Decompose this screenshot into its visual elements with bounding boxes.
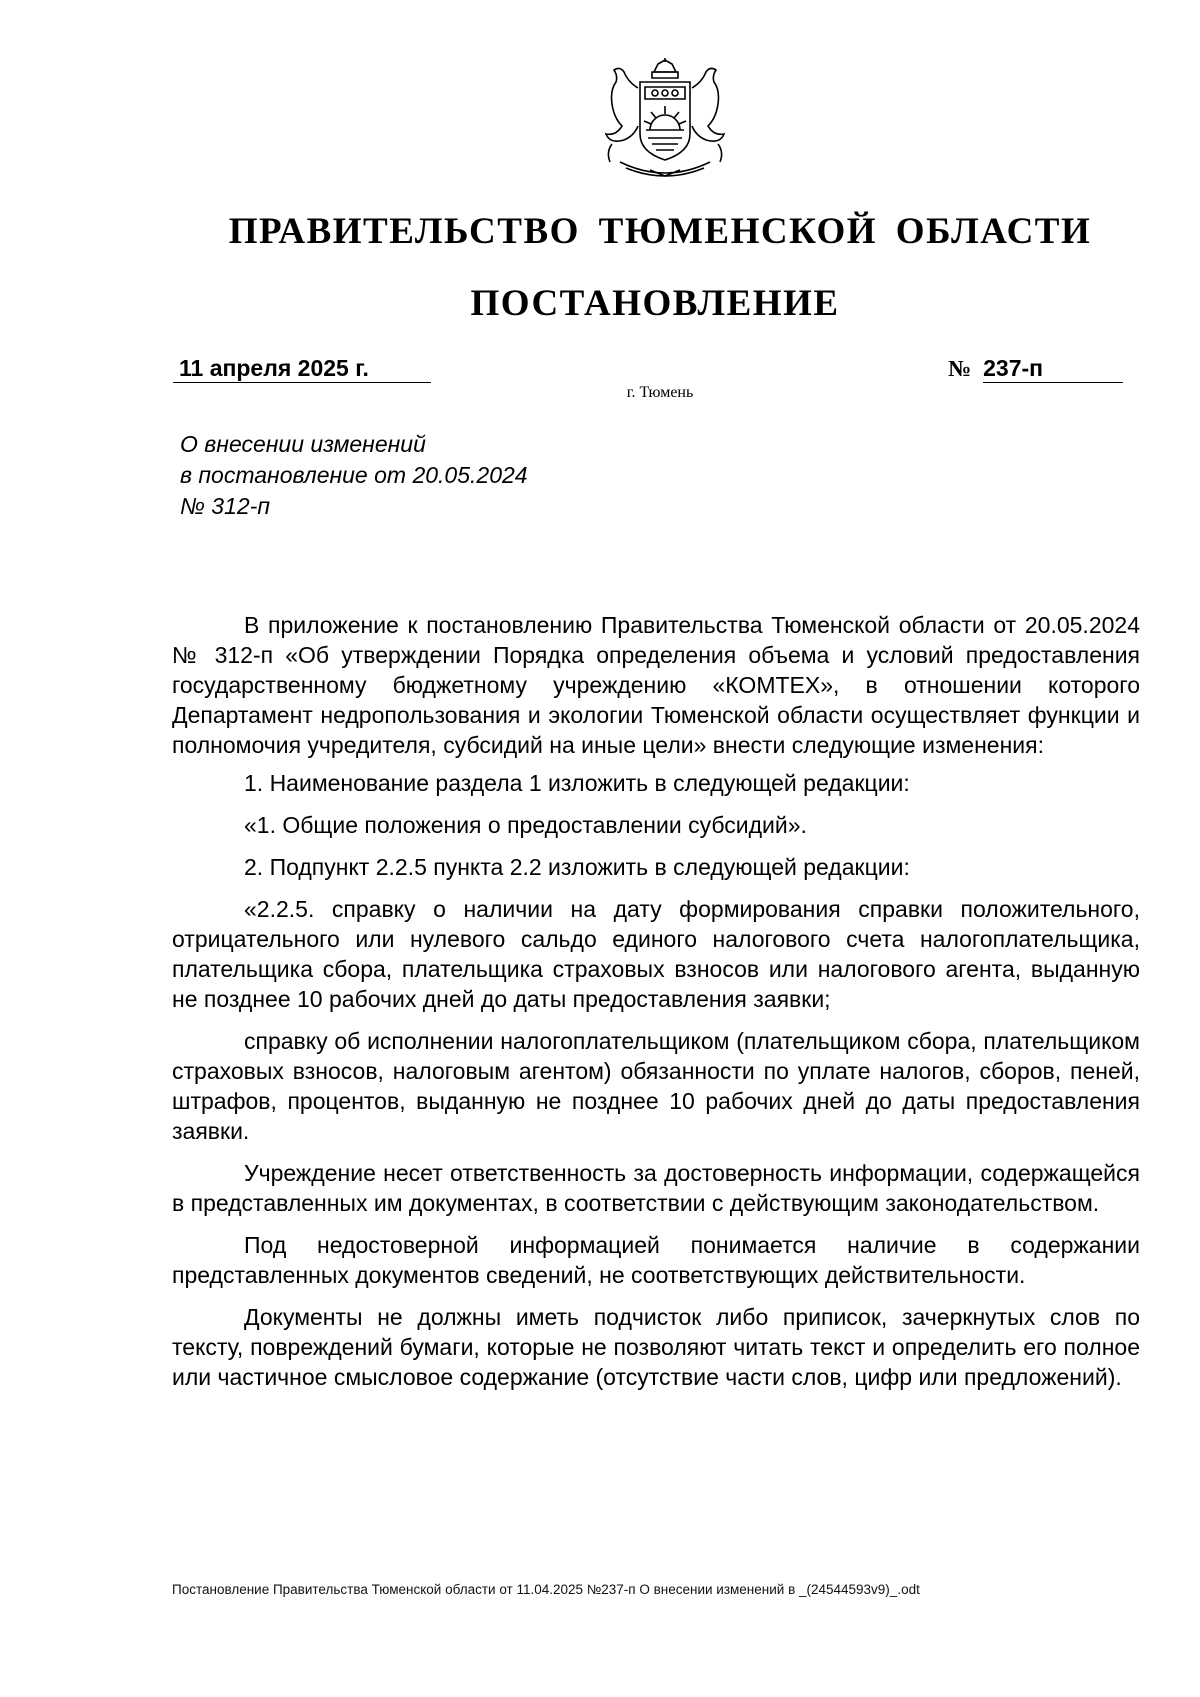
subject-line: в постановление от 20.05.2024 [180, 462, 528, 488]
body-paragraph: 2. Подпункт 2.2.5 пункта 2.2 изложить в следующей редакции: [244, 854, 910, 880]
body-paragraph: В приложение к постановлению Правительства Тюменской области от 20.05.2024 № 312-п «Об утверждении Порядка определения объема и условий предоставления государственному бюджетному учреждению «КОМТЕХ», в отношении которого Департамент недропользования и экологии Тюменской области осуществляет функции и полномочия учредителя, субсидий на иные цели» внести следующие изменения: [172, 612, 1140, 758]
body-paragraph: 1. Наименование раздела 1 изложить в следующей редакции: [244, 770, 910, 796]
number-sign: № [948, 356, 972, 381]
city: г. Тюмень [626, 384, 694, 401]
document-date: 11 апреля 2025 г. [173, 354, 431, 383]
coat-of-arms-icon [590, 58, 740, 182]
coat-of-arms-emblem [590, 58, 740, 182]
number-value: 237-п [983, 354, 1123, 383]
body-paragraph: «1. Общие положения о предоставлении субсидий». [244, 812, 807, 838]
subject-line: О внесении изменений [180, 431, 426, 457]
document-type-title: ПОСТАНОВЛЕНИЕ [470, 283, 840, 324]
document-subject [180, 429, 528, 522]
body-paragraph: Под недостоверной информацией понимается наличие в содержании представленных документов сведений, не соответствующих действительности. [172, 1232, 1140, 1288]
body-paragraph: Документы не должны иметь подчисток либо приписок, зачеркнутых слов по тексту, повреждений бумаги, которые не позволяют читать текст и определить его полное или частичное смысловое содержание (отсутствие части слов, цифр или предложений). [172, 1304, 1140, 1390]
subject-line: № 312-п [180, 493, 270, 519]
body-paragraph: «2.2.5. справку о наличии на дату формирования справки положительного, отрицательного или нулевого сальдо единого налогового счета налогоплательщика, плательщика сбора, плательщика страховых взносов или налогового агента, выданную не позднее 10 рабочих дней до даты предоставления заявки; [172, 896, 1140, 1012]
body-paragraph: Учреждение несет ответственность за достоверность информации, содержащейся в представленных им документах, в соответствии с действующим законодательством. [172, 1160, 1140, 1216]
document-number [948, 354, 1130, 383]
organization-title: ПРАВИТЕЛЬСТВО ТЮМЕНСКОЙ ОБЛАСТИ [228, 211, 1092, 252]
document-body [172, 610, 1140, 1404]
page-footer: Постановление Правительства Тюменской области от 11.04.2025 №237-п О внесении изменений в _(24544593v9)_.odt [172, 1582, 920, 1597]
body-paragraph: справку об исполнении налогоплательщиком (плательщиком сбора, плательщиком страховых взносов, налоговым агентом) обязанности по уплате налогов, сборов, пеней, штрафов, процентов, выданную не позднее 10 рабочих дней до даты предоставления заявки. [172, 1028, 1140, 1144]
